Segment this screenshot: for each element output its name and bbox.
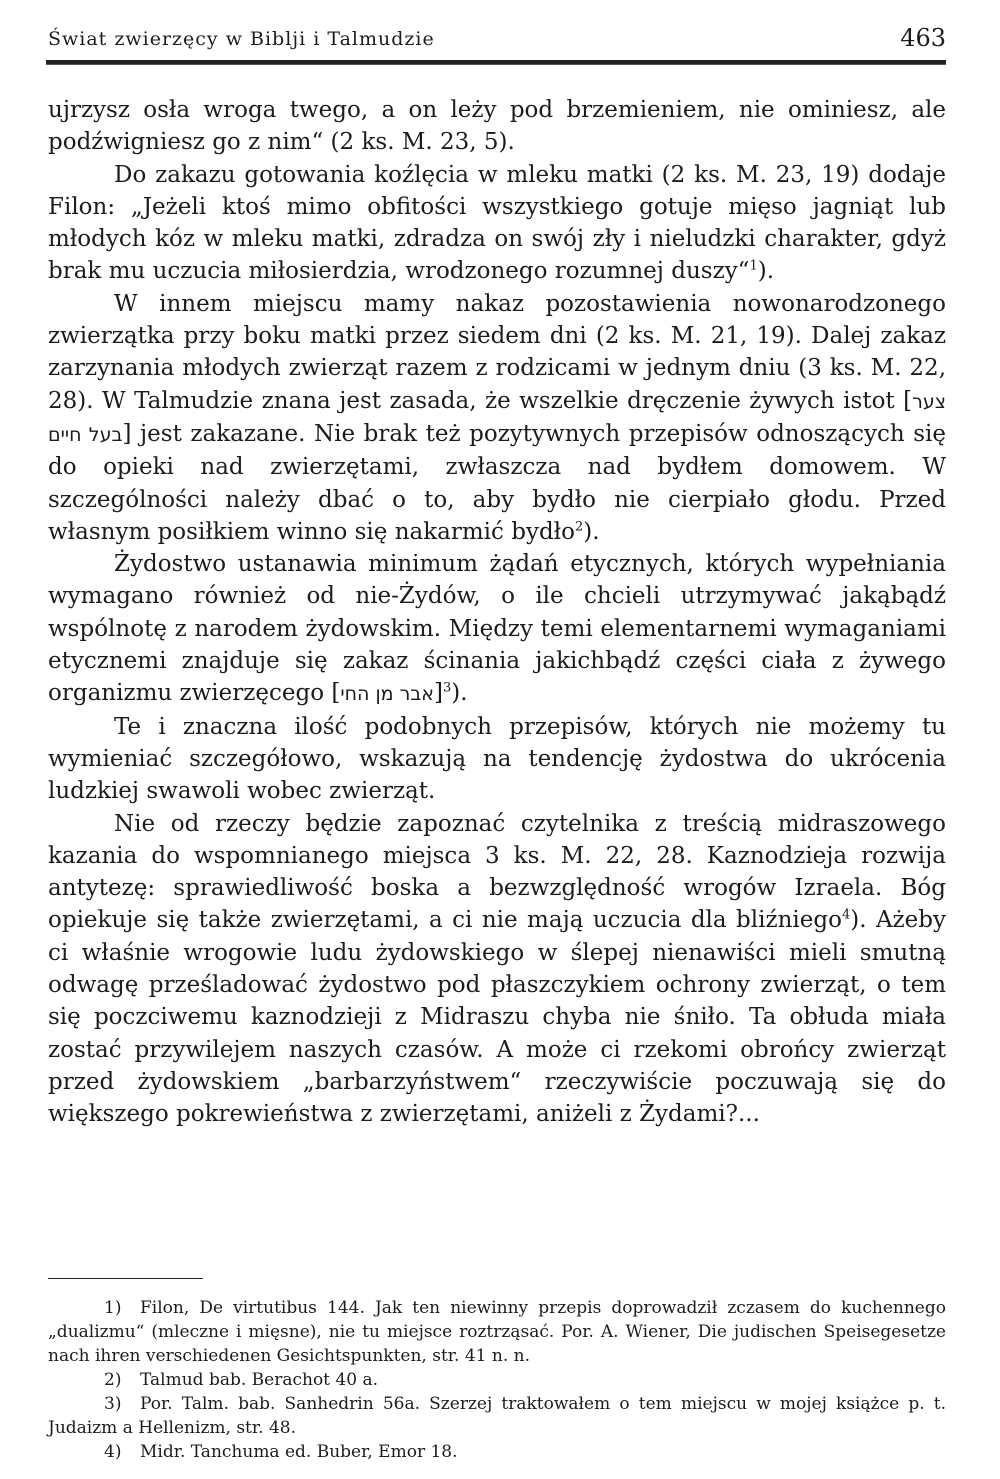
- paragraph-6: Nie od rzeczy będzie zapoznać czytelnika z treścią midraszowego kazania do wspomnianego miejsca 3 ks. M. 22, 28. Kaznodzieja rozwija antytezę: sprawiedliwość boska a bezwzględność wrogów Izraela. Bóg opiekuje się także zwierzętami, a ci nie mają uczucia dla bliźniego$^4$). Ażeby ci właśnie wrogowie ludu żydowskiego w ślepej nienawiści mieli smutną odwagę prześladować żydostwo pod płaszczykiem ochrony zwierząt, o tem się poczciwemu kaznodzieji z Midraszu chyba nie śniło. Ta obłuda miała zostać przywilejem naszych czasów. A może ci rzekomi obrońcy zwierząt przed żydowskiem „barbarzyństwem“ rzeczywiście poczuwają się do większego pokrewieństwa z zwierzętami, aniżeli z Żydami?...: [48, 810, 946, 1128]
- page-number: 463: [900, 24, 946, 52]
- footnote-3: 3) Por. Talm. bab. Sanhedrin 56a. Szerzej traktowałem o tem miejscu w mojej książce p. t. Judaizm a Hellenizm, str. 48.: [48, 1394, 946, 1438]
- footnote-ref-1[interactable]: 1: [749, 258, 758, 274]
- footnote-4: 4) Midr. Tanchuma ed. Buber, Emor 18.: [104, 1442, 458, 1462]
- paragraph-4: Żydostwo ustanawia minimum żądań etycznych, których wypełniania wymagano również od nie-Żydów, o ile chcieli utrzymywać jakąbądź wspólnotę z narodem żydowskim. Między temi elementarnemi wymaganiami etycznemi znajduje się zakaz ścinania jakichbądź części ciała z żywego organizmu zwierzęcego [אבר מן החי]$^3$).: [48, 551, 946, 707]
- footnote-2: 2) Talmud bab. Berachot 40 a.: [104, 1370, 378, 1390]
- paragraph-3: W innem miejscu mamy nakaz pozostawienia nowonarodzonego zwierzątka przy boku matki przez siedem dni (2 ks. M. 21, 19). Dalej zakaz zarzynania młodych zwierząt razem z rodzicami w jednym dniu (3 ks. M. 22, 28). W Talmudzie znana jest zasada, że wszelkie dręczenie żywych istot [צער בעל חיים] jest zakazane. Nie brak też pozytywnych przepisów odnoszących się do opieki nad zwierzętami, zwłaszcza nad bydłem domowem. W szczególności należy dbać o to, aby bydło nie cierpiało głodu. Przed własnym posiłkiem winno się nakarmić bydło$^2$).: [48, 290, 946, 545]
- footnote-ref-4[interactable]: 4: [841, 907, 851, 923]
- paragraph-1: ujrzysz osła wroga twego, a on leży pod brzemieniem, nie ominiesz, ale podźwigniesz go z nim“ (2 ks. M. 23, 5).: [48, 97, 946, 156]
- footnote-mark: 4): [104, 1442, 122, 1462]
- hebrew-phrase: צער בעל חיים: [48, 390, 946, 446]
- page-header: [48, 24, 946, 54]
- footnote-1: 1) Filon, De virtutibus 144. Jak ten niewinny przepis doprowadził zczasem do kuchennego „dualizmu“ (mleczne i mięsne), nie tu miejsce roztrząsać. Por. A. Wiener, Die judischen Speisegesetze nach ihren verschiedenen Gesichtspunkten, str. 41 n. n.: [48, 1298, 946, 1366]
- footnote-mark: 3): [104, 1394, 122, 1414]
- footnote-ref-2[interactable]: 2: [574, 519, 584, 535]
- footnotes: [48, 1296, 946, 1464]
- footnote-rule: [48, 1278, 203, 1279]
- hebrew-phrase: אבר מן החי: [340, 683, 434, 706]
- footnote-ref-3[interactable]: 3: [442, 680, 452, 696]
- running-title: Świat zwierzęcy w Biblji i Talmudzie: [48, 28, 435, 50]
- main-text: [48, 94, 946, 1131]
- paragraph-2: Do zakazu gotowania koźlęcia w mleku matki (2 ks. M. 23, 19) dodaje Filon: „Jeżeli ktoś mimo obfitości wszystkiego gotuje mięso jagniąt lub młodych kóz w mleku matki, zdradza on swój zły i nieludzki charakter, gdyż brak mu uczucia miłosierdzia, wrodzonego rozumnej duszy“$^1$).: [48, 161, 946, 285]
- footnote-mark: 2): [104, 1370, 122, 1390]
- paragraph-5: Te i znaczna ilość podobnych przepisów, których nie możemy tu wymieniać szczegółowo, wskazują na tendencję żydostwa do ukrócenia ludzkiej swawoli wobec zwierząt.: [48, 713, 946, 805]
- footnote-mark: 1): [104, 1298, 122, 1318]
- header-rule: [46, 60, 946, 65]
